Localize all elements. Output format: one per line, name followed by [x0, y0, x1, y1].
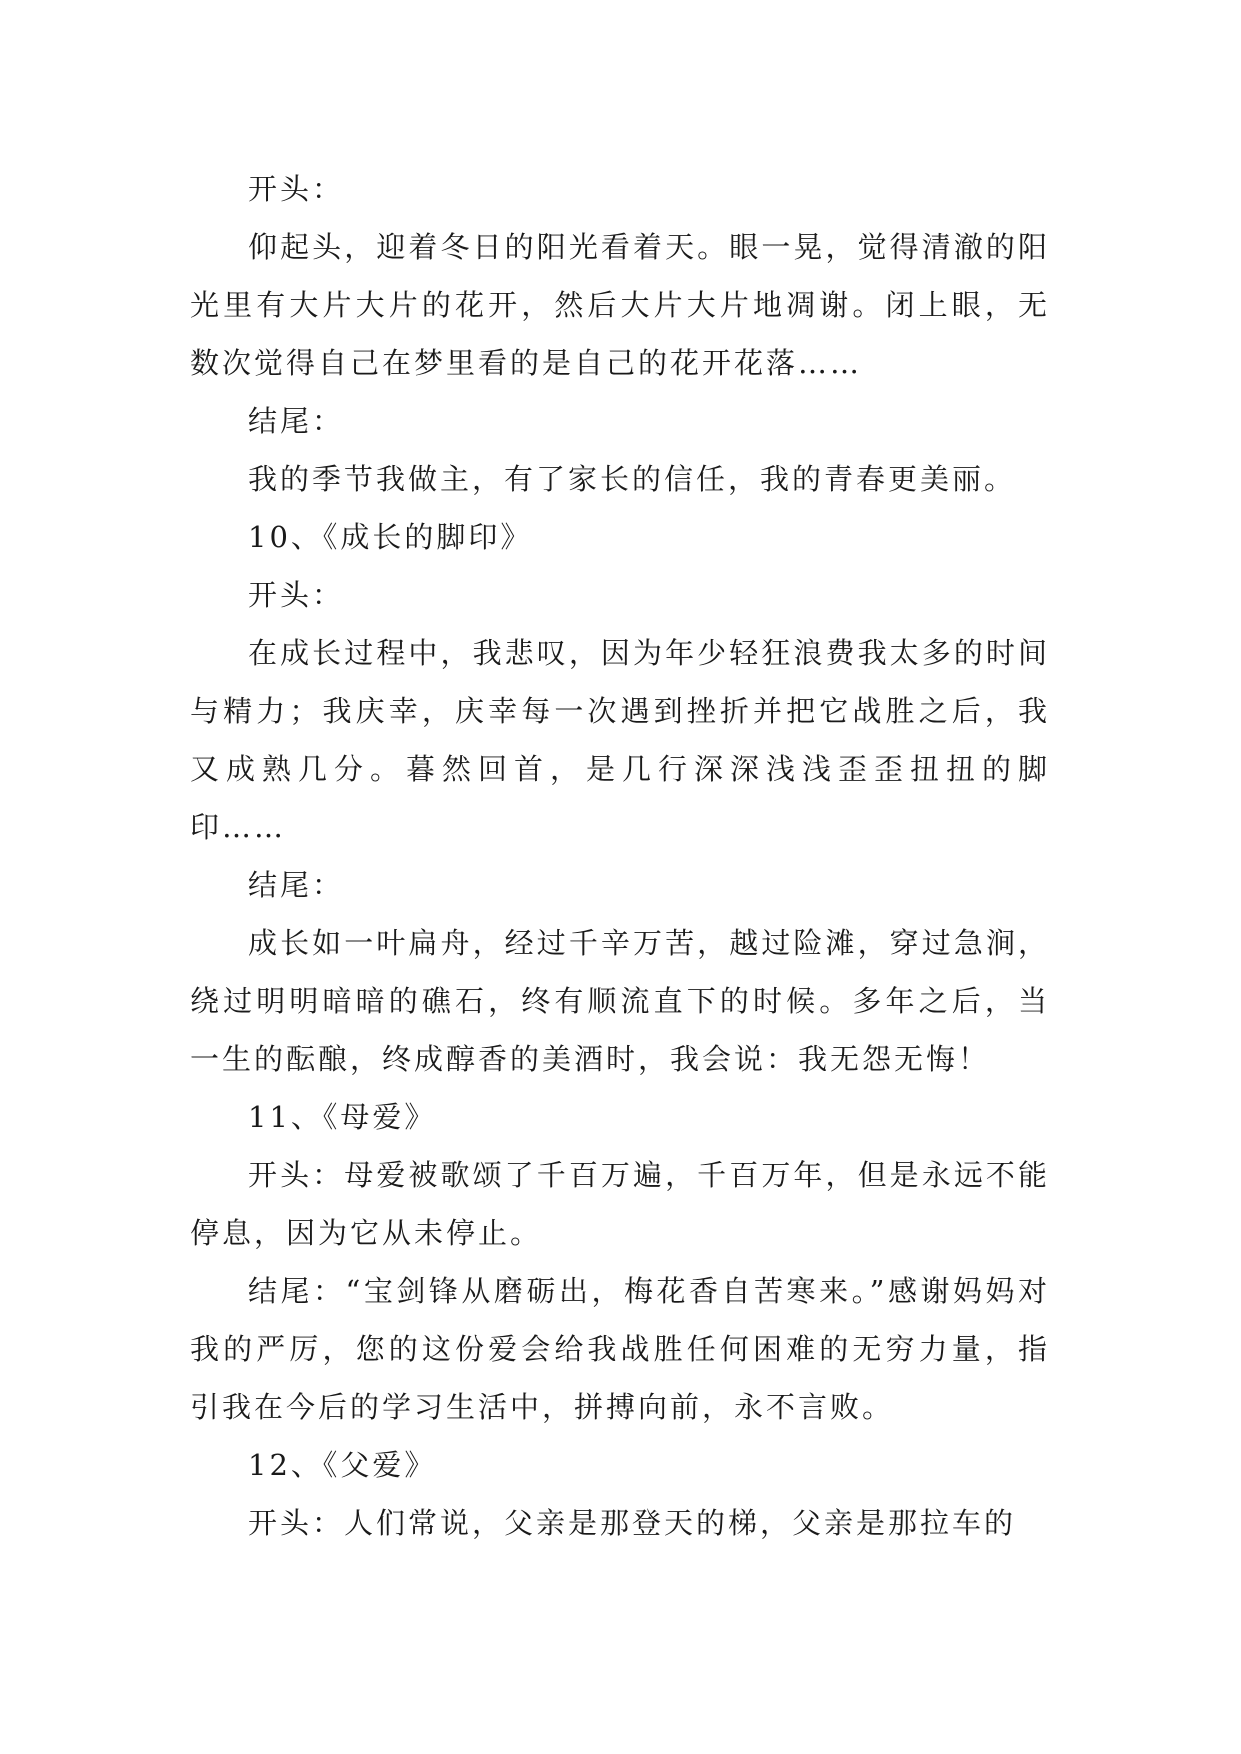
paragraph: 结尾：“宝剑锋从磨砺出，梅花香自苦寒来。”感谢妈妈对我的严厉，您的这份爱会给我战胜任何困难的无穷力量，指引我在今后的学习生活中，拼搏向前，永不言败。	[190, 1274, 1050, 1424]
paragraph: 在成长过程中，我悲叹，因为年少轻狂浪费我太多的时间与精力；我庆幸，庆幸每一次遇到挫折并把它战胜之后，我又成熟几分。暮然回首，是几行深深浅浅歪歪扭扭的脚印……	[190, 636, 1050, 844]
section-title: 11、《母爱》	[248, 1100, 437, 1134]
paragraph: 结尾：	[248, 404, 345, 438]
paragraph: 仰起头，迎着冬日的阳光看着天。眼一晃，觉得清澈的阳光里有大片大片的花开，然后大片大片地凋谢。闭上眼，无数次觉得自己在梦里看的是自己的花开花落……	[190, 230, 1050, 380]
section-title: 12、《父爱》	[248, 1448, 437, 1482]
paragraph: 开头：	[248, 172, 345, 206]
paragraph: 成长如一叶扁舟，经过千辛万苦，越过险滩，穿过急涧，绕过明明暗暗的礁石，终有顺流直下的时候。多年之后，当一生的酝酿，终成醇香的美酒时，我会说：我无怨无悔！	[190, 926, 1050, 1076]
paragraph: 我的季节我做主，有了家长的信任，我的青春更美丽。	[248, 462, 1017, 496]
paragraph: 开头：	[248, 578, 345, 612]
document-body	[190, 160, 1050, 1552]
paragraph: 结尾：	[248, 868, 345, 902]
section-title: 10、《成长的脚印》	[248, 520, 533, 554]
paragraph: 开头：人们常说，父亲是那登天的梯，父亲是那拉车的	[248, 1506, 1017, 1540]
paragraph: 开头：母爱被歌颂了千百万遍，千百万年，但是永远不能停息，因为它从未停止。	[190, 1158, 1050, 1250]
